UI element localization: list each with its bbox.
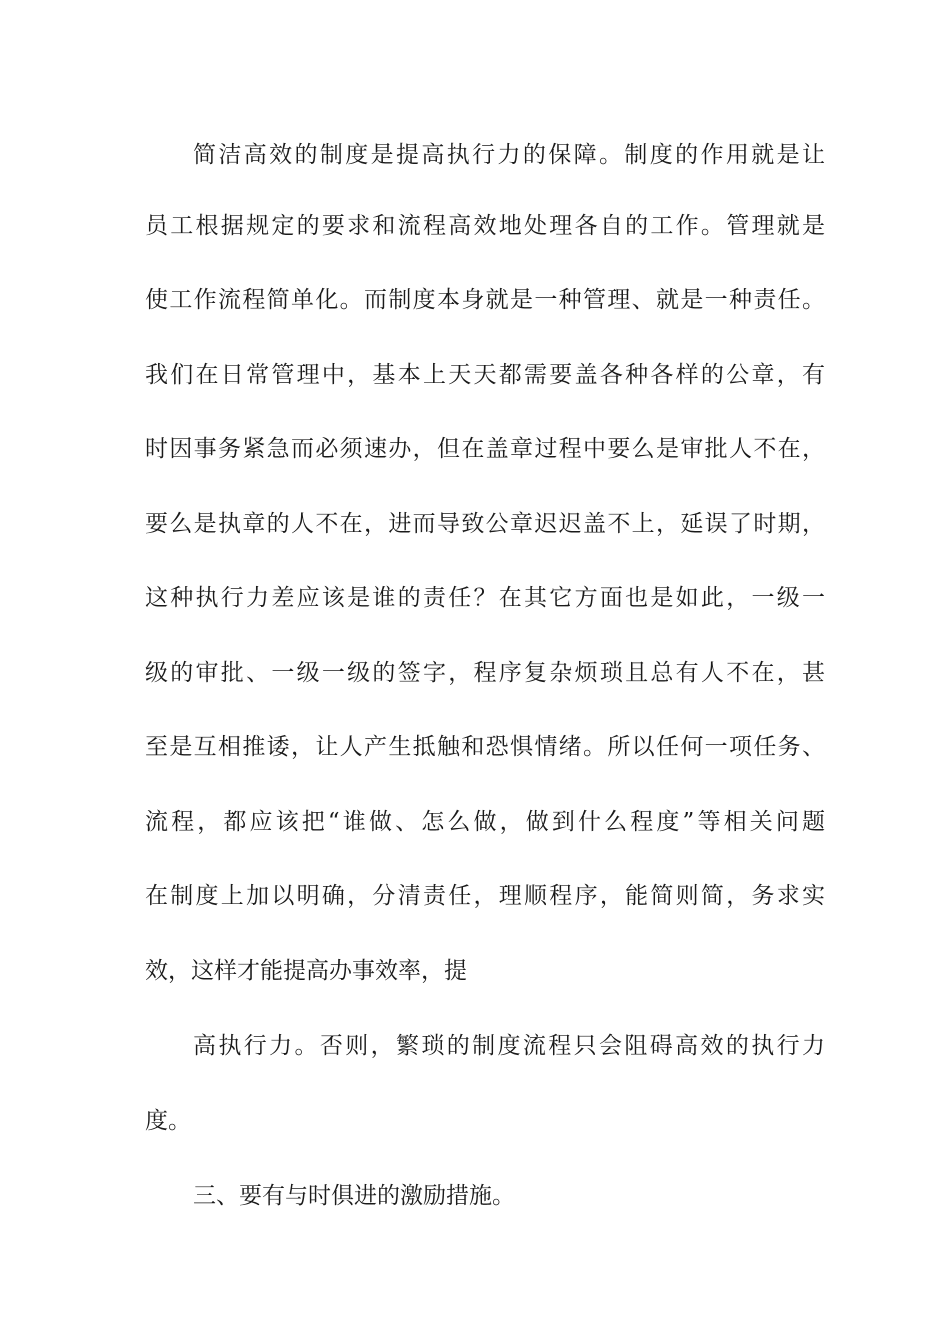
paragraph-line: 级的审批、一级一级的签字，程序复杂烦琐且总有人不在，甚	[145, 660, 825, 686]
section-heading: 三、要有与时俱进的激励措施。	[193, 1183, 515, 1209]
paragraph-line: 员工根据规定的要求和流程高效地处理各自的工作。管理就是	[145, 213, 825, 239]
paragraph-line: 流程，都应该把“谁做、怎么做，做到什么程度”等相关问题	[145, 809, 825, 835]
paragraph-line: 使工作流程简单化。而制度本身就是一种管理、就是一种责任。	[145, 287, 825, 313]
paragraph-line: 在制度上加以明确，分清责任，理顺程序，能简则简，务求实	[145, 883, 825, 909]
paragraph-line: 简洁高效的制度是提高执行力的保障。制度的作用就是让	[193, 142, 825, 168]
paragraph-line: 度。	[145, 1108, 191, 1134]
paragraph-line: 我们在日常管理中，基本上天天都需要盖各种各样的公章，有	[145, 362, 825, 388]
paragraph-line: 这种执行力差应该是谁的责任？在其它方面也是如此，一级一	[145, 585, 825, 611]
paragraph-line: 至是互相推诿，让人产生抵触和恐惧情绪。所以任何一项任务、	[145, 734, 825, 760]
paragraph-line: 高执行力。否则，繁琐的制度流程只会阻碍高效的执行力	[193, 1033, 825, 1059]
paragraph-line: 效，这样才能提高办事效率，提	[145, 958, 467, 984]
paragraph-line: 要么是执章的人不在，进而导致公章迟迟盖不上，延误了时期，	[145, 511, 825, 537]
paragraph-line: 时因事务紧急而必须速办，但在盖章过程中要么是审批人不在，	[145, 436, 825, 462]
